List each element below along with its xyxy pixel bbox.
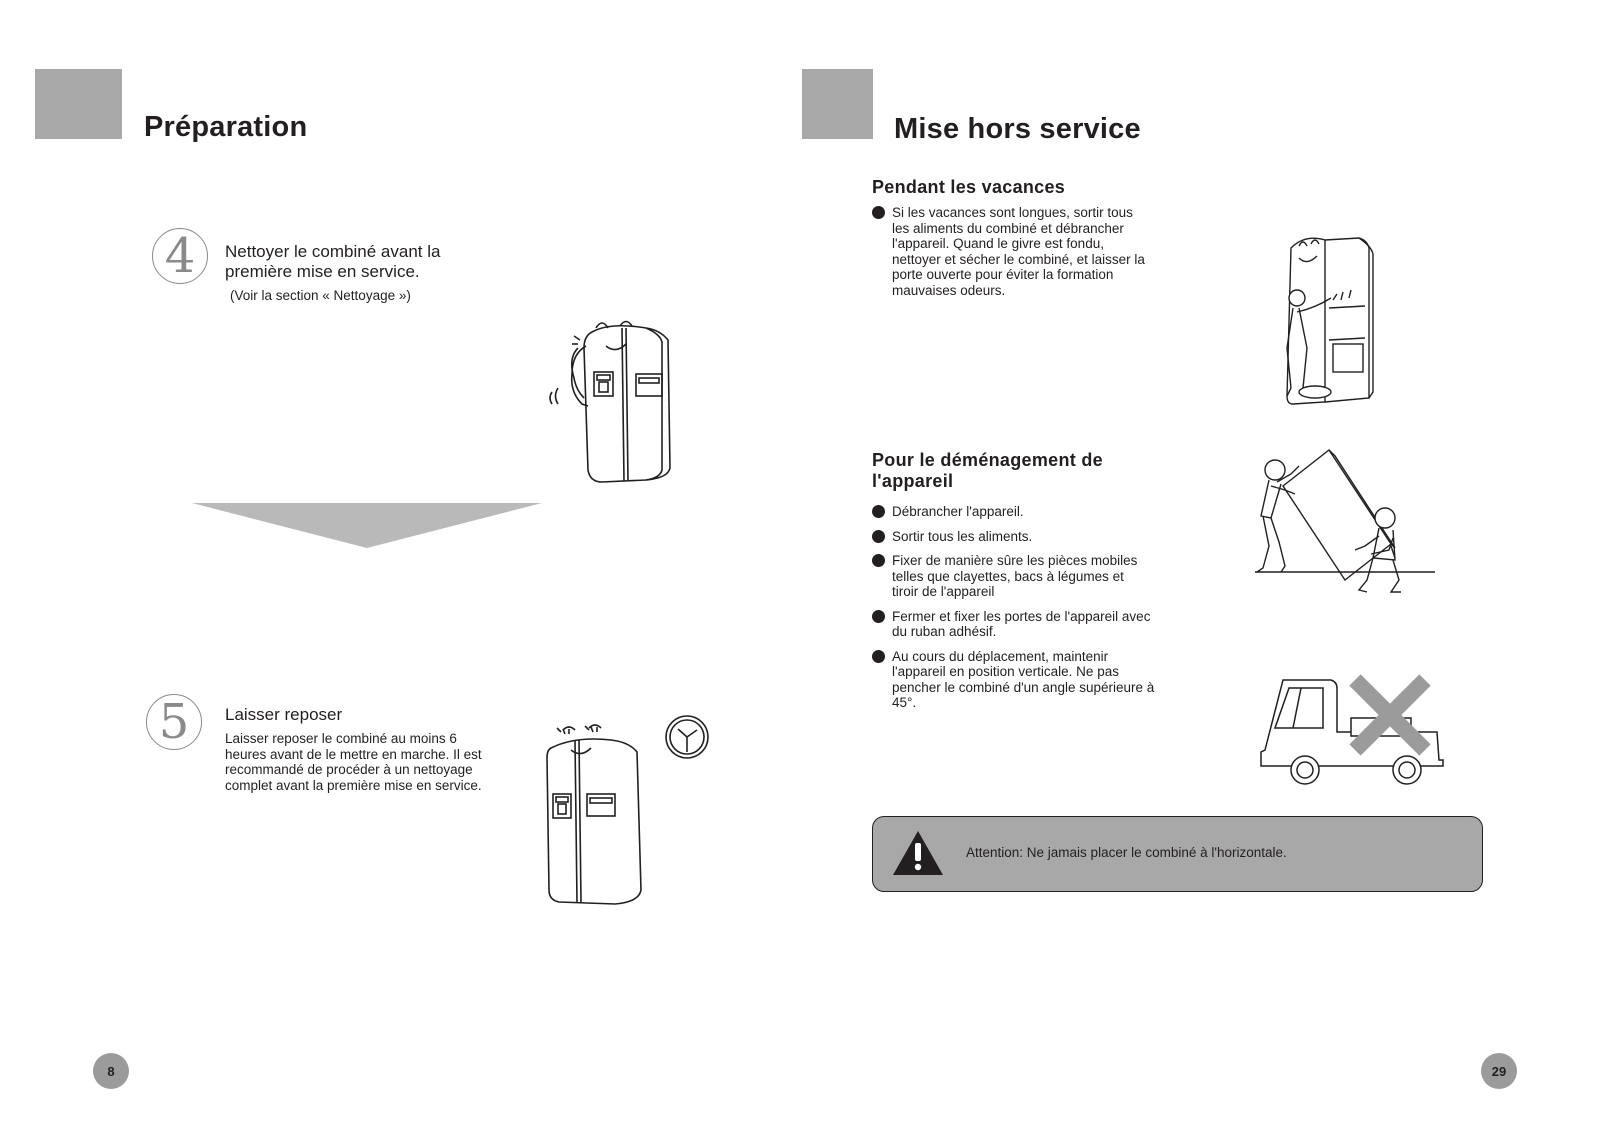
step5-body-line: recommandé de procéder à un nettoyage	[225, 762, 473, 777]
truck-crossed-illustration	[1257, 672, 1447, 790]
attention-text: Attention: Ne jamais placer le combiné à l'horizontale.	[966, 845, 1287, 860]
step5-body-line: Laisser reposer le combiné au moins 6	[225, 731, 457, 746]
vacation-heading: Pendant les vacances	[872, 177, 1066, 197]
step5-body-line: heures avant de le mettre en marche. Il est	[225, 746, 482, 762]
list-item-line: Débrancher l'appareil.	[892, 504, 1024, 519]
clock-icon	[664, 714, 710, 760]
moving-heading-line1: Pour le déménagement de	[872, 450, 1103, 470]
list-item	[872, 504, 1202, 520]
step4-title-line1: Nettoyer le combiné avant la	[225, 242, 441, 261]
list-item-line: Sortir tous les aliments.	[892, 528, 1033, 544]
down-arrow	[192, 503, 542, 548]
people-carrying-fridge-illustration	[1255, 446, 1435, 606]
list-item-line: Si les vacances sont longues, sortir tous	[892, 205, 1133, 220]
step4-note: (Voir la section « Nettoyage »)	[230, 288, 411, 303]
list-item-line: Fixer de manière sûre les pièces mobiles	[892, 553, 1138, 568]
list-item-line: pencher le combiné d'un angle supérieure à	[892, 679, 1155, 695]
attention-box	[872, 816, 1483, 892]
fridge-open-person-illustration	[1285, 228, 1395, 410]
list-item-line: mauvaises odeurs.	[892, 282, 1006, 298]
right-corner-block	[802, 69, 873, 139]
list-item-line: Fermer et fixer les portes de l'appareil avec	[892, 608, 1151, 624]
step5-body	[225, 731, 482, 793]
page-title: Préparation	[144, 111, 308, 143]
list-item	[872, 205, 1202, 298]
list-item	[872, 529, 1202, 545]
step-number-4: 4	[152, 228, 208, 284]
fridge-resting-illustration	[545, 730, 645, 910]
step-number-5: 5	[146, 694, 202, 750]
moving-list	[872, 504, 1202, 720]
list-item-line: du ruban adhésif.	[892, 624, 997, 639]
list-item-line: 45°.	[892, 695, 917, 710]
right-page-number: 29	[1481, 1053, 1517, 1089]
list-item-line: nettoyer et sécher le combiné, et laisser la	[892, 251, 1145, 267]
step5-title: Laisser reposer	[225, 705, 343, 724]
list-item	[872, 649, 1202, 711]
moving-heading-line2: l'appareil	[872, 471, 954, 491]
step4-title-line2: première mise en service.	[225, 262, 420, 281]
list-item-line: tiroir de l'appareil	[892, 584, 995, 599]
left-corner-block	[35, 69, 122, 139]
list-item-line: porte ouverte pour éviter la formation	[892, 267, 1114, 282]
warning-icon	[893, 831, 943, 875]
step4-title	[225, 242, 440, 282]
vacation-list	[872, 205, 1202, 307]
list-item-line: les aliments du combiné et débrancher	[892, 220, 1124, 236]
list-item-line: telles que clayettes, bacs à légumes et	[892, 568, 1124, 584]
list-item	[872, 553, 1202, 600]
moving-heading	[872, 450, 1103, 492]
section-title: Mise hors service	[894, 113, 1141, 145]
list-item-line: Au cours du déplacement, maintenir	[892, 648, 1109, 664]
fridge-wiping-illustration	[550, 318, 690, 490]
left-page-number: 8	[93, 1053, 129, 1089]
list-item-line: l'appareil en position verticale. Ne pas	[892, 664, 1119, 679]
step5-body-line: complet avant la première mise en service.	[225, 777, 482, 793]
list-item	[872, 609, 1202, 640]
list-item-line: l'appareil. Quand le givre est fondu,	[892, 236, 1104, 251]
